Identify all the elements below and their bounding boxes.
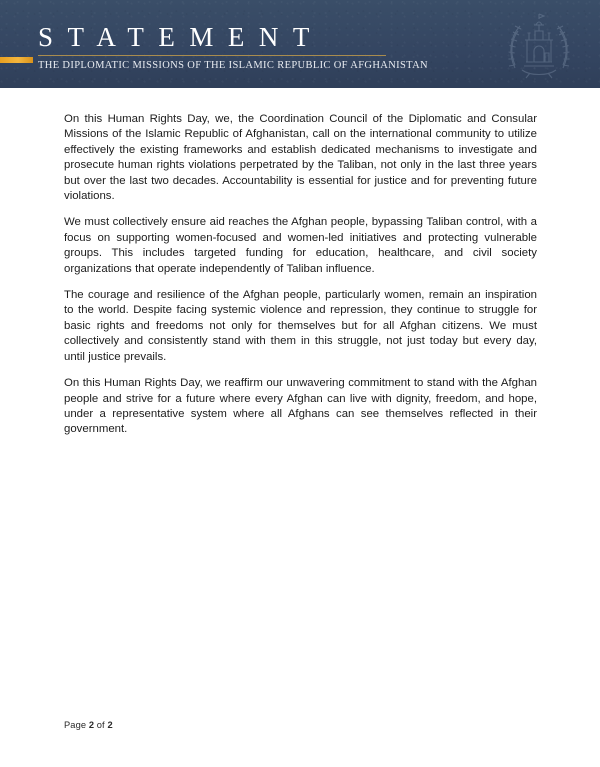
paragraph: On this Human Rights Day, we reaffirm our unwavering commitment to stand with the Afghan people and strive for a future where every Afghan can live with dignity, freedom, and hope, under a representative system where all Afghans can see themselves reflected in their government. bbox=[64, 377, 537, 436]
paragraph: We must collectively ensure aid reaches the Afghan people, bypassing Taliban control, with a focus on supporting women-focused and women-led initiatives and protecting vulnerable groups. This includes targeted funding for education, healthcare, and civil society organizations that operate independently of Taliban influence. bbox=[64, 216, 537, 275]
header-subtitle: THE DIPLOMATIC MISSIONS OF THE ISLAMIC REPUBLIC OF AFGHANISTAN bbox=[38, 60, 428, 71]
afghanistan-emblem-icon bbox=[500, 4, 578, 86]
page-footer bbox=[64, 720, 113, 730]
paragraph: On this Human Rights Day, we, the Coordination Council of the Diplomatic and Consular Missions of the Islamic Republic of Afghanistan, call on the international community to utilize effectively the existing frameworks and establish dedicated mechanisms to investigate and prosecute human rights violations perpetrated by the Taliban, not only in the last three years but over the last two decades. Accountability is essential for justice and for preventing future violations. bbox=[64, 113, 537, 203]
footer-separator: of bbox=[96, 720, 105, 730]
orange-accent-bar bbox=[0, 57, 33, 63]
footer-current-page: 2 bbox=[88, 720, 95, 730]
footer-page-label: Page bbox=[64, 720, 87, 730]
page-title: STATEMENT bbox=[38, 22, 324, 52]
document-header bbox=[0, 0, 600, 88]
footer-total-pages: 2 bbox=[107, 720, 113, 730]
title-divider-rule bbox=[38, 55, 386, 56]
header-title-block bbox=[38, 22, 428, 73]
statement-body bbox=[64, 112, 537, 438]
paragraph: The courage and resilience of the Afghan people, particularly women, remain an inspiration to the world. Despite facing systemic violence and repression, they continue to struggle for basic rights and freedoms not only for themselves but for all Afghan citizens. We must collectively and consistently stand with them in this struggle, not just today but every day, until justice prevails. bbox=[64, 289, 537, 363]
